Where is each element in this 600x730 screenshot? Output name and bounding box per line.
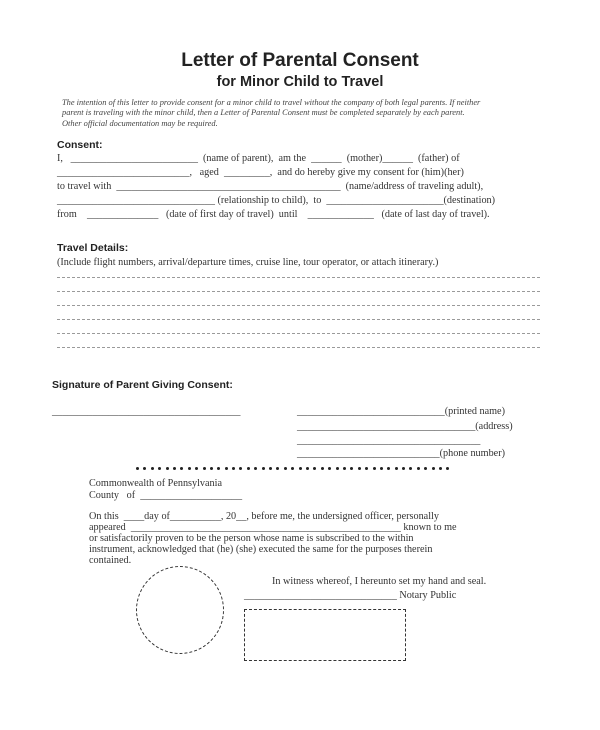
travel-details-line[interactable] (57, 333, 540, 334)
notary-seal-circle (136, 566, 224, 654)
consent-heading: Consent: (57, 139, 103, 151)
travel-details-line[interactable] (57, 277, 540, 278)
printed-name-line[interactable]: _____________________________(printed name) (297, 406, 505, 417)
travel-details-line[interactable] (57, 347, 540, 348)
phone-number-line[interactable]: ____________________________(phone number) (297, 448, 505, 459)
page-title: Letter of Parental Consent (181, 50, 419, 71)
dotted-separator (136, 467, 454, 470)
notary-state: Commonwealth of Pennsylvania (89, 478, 222, 489)
parent-signature-line[interactable]: _____________________________________ (52, 406, 241, 417)
intro-paragraph (62, 98, 552, 129)
intro-line: Other official documentation may be required. (62, 118, 218, 128)
witness-statement: In witness whereof, I hereunto set my hand and seal. (272, 576, 487, 587)
notary-paragraph-line: contained. (89, 555, 132, 566)
notary-paragraph-line: instrument, acknowledged that (he) (she) executed the same for the purposes therein (89, 544, 433, 555)
notary-paragraph-line[interactable]: On this ____day of__________, 20__, before me, the undersigned officer, personally (89, 511, 439, 522)
consent-line[interactable]: _______________________________ (relationship to child), to _______________________(destination) (57, 195, 496, 206)
travel-details-heading: Travel Details: (57, 242, 129, 254)
consent-line[interactable]: __________________________, aged _________, and do hereby give my consent for (him)(her) (57, 167, 464, 178)
intro-line: The intention of this letter to provide consent for a minor child to travel without the company of both legal parents. If neither (62, 98, 481, 107)
travel-details-line[interactable] (57, 319, 540, 320)
notary-county[interactable]: County of ____________________ (89, 490, 243, 501)
consent-line[interactable]: to travel with ____________________________________________ (name/address of traveling adult), (57, 181, 484, 192)
address-line-2[interactable]: ____________________________________ (297, 435, 481, 446)
travel-details-line[interactable] (57, 291, 540, 292)
intro-line: parent is traveling with the minor child, then a Letter of Parental Consent must be completed separately by each parent. (62, 108, 465, 118)
signature-heading: Signature of Parent Giving Consent: (52, 379, 233, 391)
consent-line[interactable]: I, _________________________ (name of parent), am the ______ (mother)______ (father) of (57, 153, 460, 164)
notary-public-signature-line[interactable]: ______________________________ Notary Public (244, 590, 457, 601)
page-subtitle: for Minor Child to Travel (216, 74, 384, 90)
notary-paragraph-line: or satisfactorily proven to be the person whose name is subscribed to the within (89, 533, 414, 544)
travel-details-instruction: (Include flight numbers, arrival/departure times, cruise line, tour operator, or attach itinerary.) (57, 257, 439, 268)
consent-line[interactable]: from ______________ (date of first day of travel) until _____________ (date of last day of travel). (57, 209, 490, 220)
address-line[interactable]: ___________________________________(address) (297, 421, 513, 432)
notary-stamp-box (244, 609, 406, 661)
notary-paragraph-line[interactable]: appeared _____________________________________________________ known to me (89, 522, 457, 533)
travel-details-line[interactable] (57, 305, 540, 306)
